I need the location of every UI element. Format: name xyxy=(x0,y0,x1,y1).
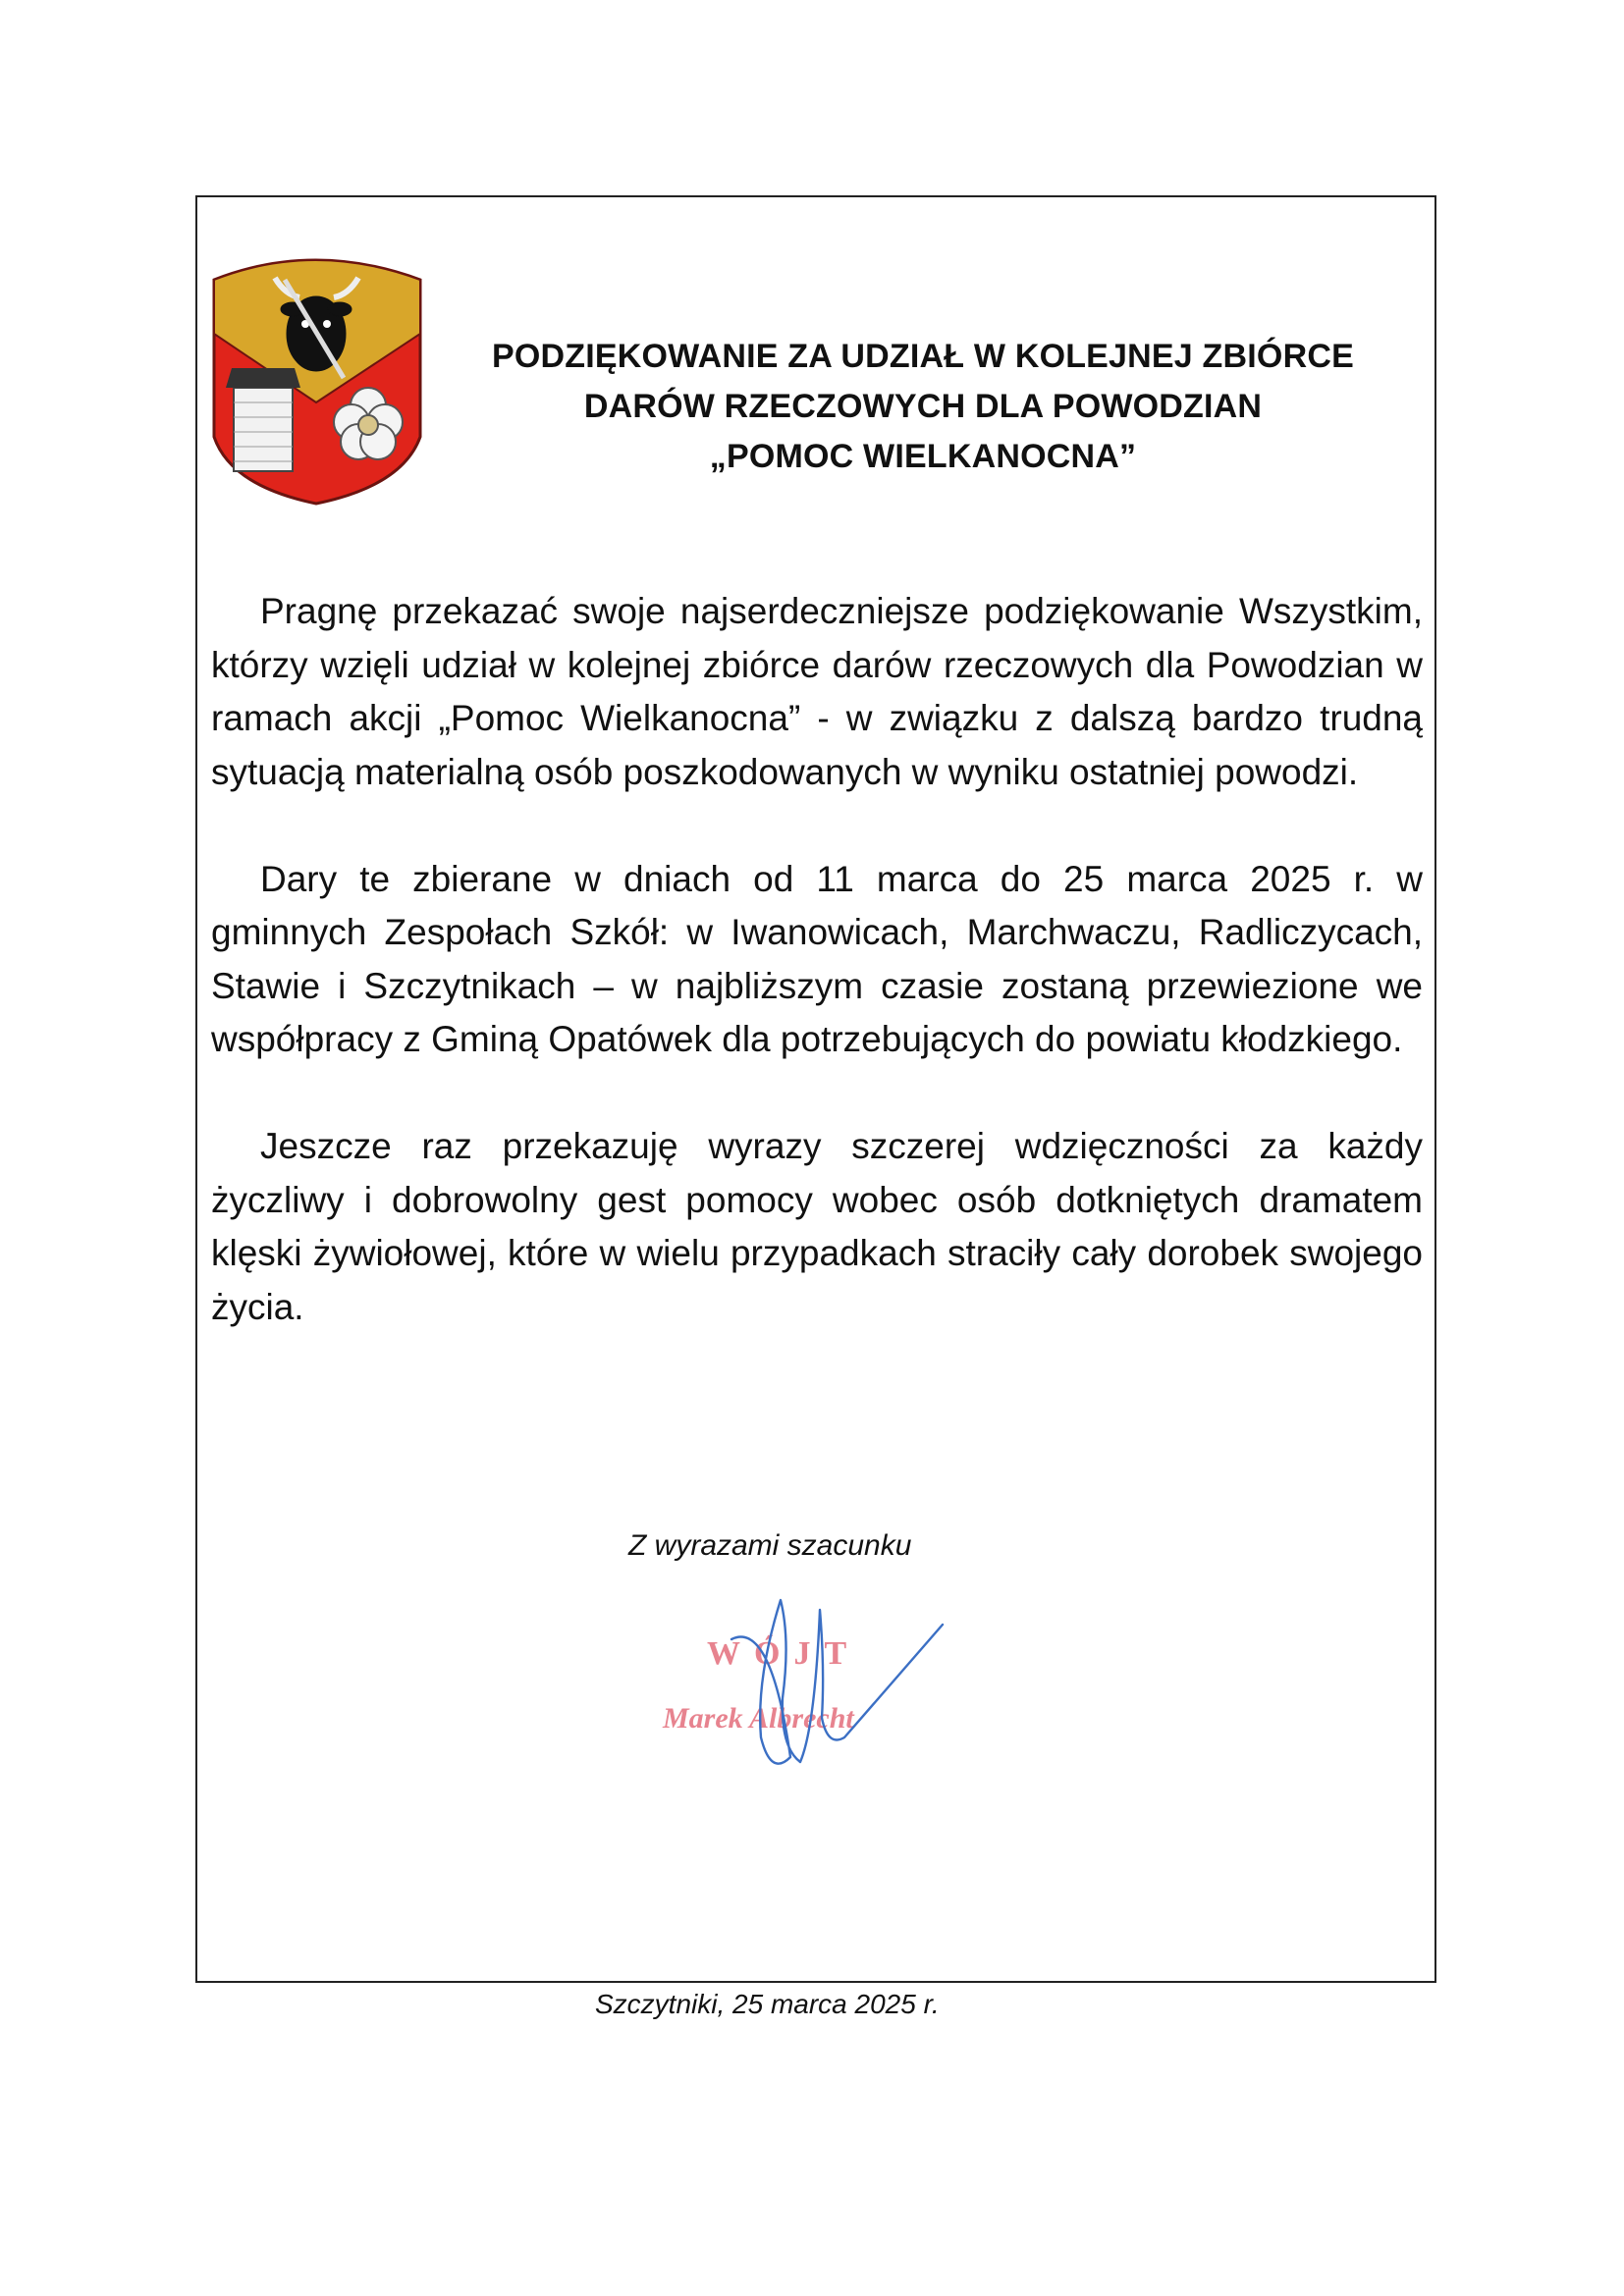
body-paragraph: Jeszcze raz przekazuję wyrazy szczerej wdzięczności za każdy życzliwy i dobrowolny gest pomocy wobec osób dotkniętych dramatem klęski żywiołowej, które w wielu przypadkach straciły cały dorobek swojego życia. xyxy=(211,1126,1423,1327)
title-line: DARÓW RZECZOWYCH DLA POWODZIAN xyxy=(583,388,1263,425)
body-paragraph: Dary te zbierane w dniach od 11 marca do 25 marca 2025 r. w gminnych Zespołach Szkół: w Iwanowicach, Marchwaczu, Radliczycach, Stawie i Szczytnikach – w najbliższym czasie zostaną przewiezione we współpracy z Gminą Opatówek dla potrzebujących do powiatu kłodzkiego. xyxy=(211,858,1423,1059)
closing-formula: Z wyrazami szacunku xyxy=(628,1529,912,1562)
stamp-title: WÓJT xyxy=(707,1635,861,1672)
document-body xyxy=(211,585,1423,1388)
title-line: PODZIĘKOWANIE ZA UDZIAŁ W KOLEJNEJ ZBIÓRCE xyxy=(492,338,1354,375)
title-line: „POMOC WIELKANOCNA” xyxy=(709,438,1137,475)
signature-icon xyxy=(731,1600,943,1764)
body-paragraph: Pragnę przekazać swoje najserdeczniejsze podziękowanie Wszystkim, którzy wzięli udział w kolejnej zbiórce darów rzeczowych dla Powodzian w ramach akcji „Pomoc Wielkanocna” - w związku z dalszą bardzo trudną sytuacją materialną osób poszkodowanych w wyniku ostatniej powodzi. xyxy=(211,591,1423,792)
official-stamp-signature xyxy=(653,1580,947,1796)
coat-of-arms-icon xyxy=(206,240,427,506)
document-title xyxy=(412,332,1434,482)
stamp-name: Marek Albrecht xyxy=(663,1702,854,1735)
place-date: Szczytniki, 25 marca 2025 r. xyxy=(595,1989,940,2019)
